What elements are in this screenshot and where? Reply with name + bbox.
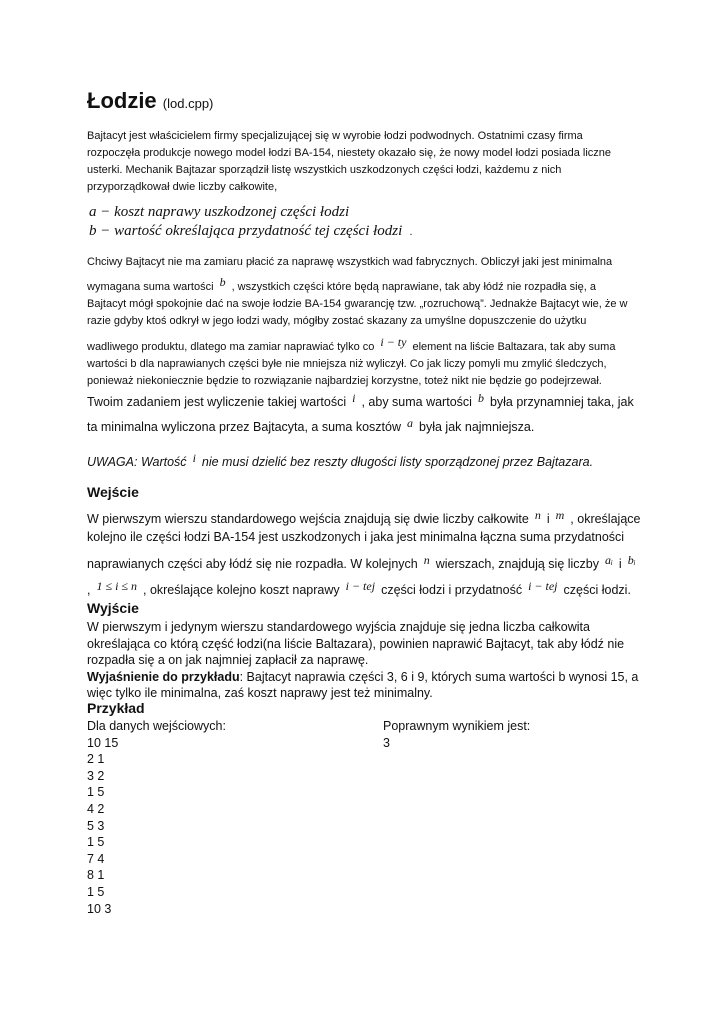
para-line: Chciwy Bajtacyt nie ma zamiaru płacić za naprawę wszystkich wad fabrycznych. Obliczył jaki jest minimalna: [87, 256, 613, 268]
input-header: Wejście: [87, 484, 139, 500]
formula-b: [89, 222, 413, 242]
example-line: 7 4: [87, 851, 105, 866]
math-i: i: [192, 451, 196, 465]
intro-line: Bajtacyt jest właścicielem firmy specjalizującej się w wyrobie łodzi podwodnych. Ostatnimi czasy firma: [87, 130, 583, 142]
para-line: razie gdyby ktoś odkrył w jego łodzi wady, mógłby zostać skazany za umyślne dopuszczenie do użytku: [87, 315, 587, 327]
output-paragraph: W pierwszym i jedynym wierszu standardowego wyjścia znajduje się jedna liczba całkowita określająca co którą część łodzi(na liście Baltazara), powinien naprawić Bajtacyt, tak aby łódź nie rozpadła się a on jak najmniej zapłacił za naprawę. Wyjaśnienie do przykładu: Bajtacyt naprawia części 3, 6 i 9, których suma wartości b wynosi 15, a więc tylko ile minimalna, zaś koszt naprawy jest też minimalny.: [87, 620, 639, 701]
explanation-label: Wyjaśnienie do przykładu: [87, 669, 240, 684]
example-line: 2 1: [87, 752, 105, 767]
para-line: wadliwego produktu, dlatego ma zamiar naprawiać tylko co i − ty element na liście Baltazara, tak aby suma: [87, 335, 616, 353]
math-a: a: [407, 416, 414, 430]
example-line: 1 5: [87, 884, 105, 899]
intro-line: usterki. Mechanik Bajtazar sporządził listę wszystkich uszkodzonych części łodzi, każdemu z nich: [87, 164, 562, 176]
explanation: Wyjaśnienie do przykładu: Bajtacyt naprawia części 3, 6 i 9, których suma wartości b wynosi 15, a: [87, 669, 639, 684]
example-line: 5 3: [87, 818, 105, 833]
page-title: [87, 88, 213, 114]
para-line: ponieważ niekoniecznie będzie to rozwiązanie najbardziej korzystne, toteż nikt nie będzie go podejrzewał.: [87, 375, 602, 387]
example-line: 8 1: [87, 868, 105, 883]
example-input-label: Dla danych wejściowych:: [87, 719, 226, 733]
example-line: 3: [383, 735, 390, 750]
example-header: Przykład: [87, 700, 145, 716]
intro-line: rozpoczęła produkcje nowego model łodzi BA-154, niestety okazało się, że nowy model łodzi posiada liczne: [87, 147, 612, 159]
math-range: 1 ≤ i ≤ n: [96, 579, 137, 593]
example-line: 3 2: [87, 768, 105, 783]
formula-b-text: b − wartość określająca przydatność tej części łodzi: [89, 223, 403, 239]
example-line: 1 5: [87, 785, 105, 800]
title-text: Łodzie: [87, 88, 157, 113]
intro-line: przyporządkował dwie liczby całkowite,: [87, 181, 278, 193]
math-n: n: [423, 553, 430, 567]
math-i-tej: i − tej: [528, 579, 558, 593]
example-input: [87, 718, 226, 917]
example-output: [383, 718, 530, 751]
title-filename: (lod.cpp): [162, 96, 214, 111]
formula-a: a − koszt naprawy uszkodzonej części łodzi: [89, 204, 350, 220]
para-line: wymagana suma wartości b , wszystkich części które będą naprawiane, tak aby łódź nie rozpadła się, a: [87, 275, 596, 293]
example-line: 10 3: [87, 901, 112, 916]
para-line: wartości b dla naprawianych części byłe nie mniejsza niż wyliczył. Co jak liczy pomyli mu zmylić śledczych,: [87, 358, 607, 370]
math-b: b: [219, 275, 226, 289]
output-header: Wyjście: [87, 600, 139, 616]
input-paragraph: W pierwszym wierszu standardowego wejścia znajdują się dwie liczby całkowite n i m , określające kolejno ile części łodzi BA-154 jest uszkodzonych i jaka jest minimalna łączna suma przydatności naprawianych części aby łódź się nie rozpadła. W kolejnych n wierszach, znajdują się liczby aᵢ i bᵢ , 1 ≤ i ≤ n , określające kolejno koszt naprawy i − tej części łodzi i przydatność i − tej części łodzi.: [87, 508, 641, 597]
warning-note: UWAGA: Wartość i nie musi dzielić bez reszty długości listy sporządzonej przez Bajtazara.: [87, 451, 594, 469]
intro-paragraph: [87, 128, 611, 196]
example-line: 1 5: [87, 835, 105, 850]
example-line: 10 15: [87, 735, 119, 750]
math-i-ty: i − ty: [380, 335, 407, 349]
para-line: Bajtacyt mógł spokojnie dać na swoje łodzie BA-154 gwarancję tzw. „rozruchową”. Jednakże Bajtacyt wie, że w: [87, 298, 628, 310]
example-output-label: Poprawnym wynikiem jest:: [383, 719, 531, 733]
example-input-lines: [87, 735, 226, 918]
math-i-tej: i − tej: [345, 579, 376, 593]
example-output-lines: [383, 735, 530, 752]
math-m: m: [555, 508, 565, 522]
math-bi: bᵢ: [627, 553, 636, 567]
math-b: b: [477, 391, 484, 405]
math-ai: aᵢ: [605, 553, 613, 567]
math-i: i: [352, 391, 356, 405]
problem-paragraph: [87, 254, 627, 390]
formula-dot: .: [410, 227, 413, 238]
example-line: 4 2: [87, 801, 105, 816]
math-n: n: [534, 508, 541, 522]
task-paragraph: Twoim zadaniem jest wyliczenie takiej wartości i , aby suma wartości b była przynamniej taka, jak ta minimalna wyliczona przez Bajtacyta, a suma kosztów a była jak najmniejsza.: [87, 391, 634, 434]
